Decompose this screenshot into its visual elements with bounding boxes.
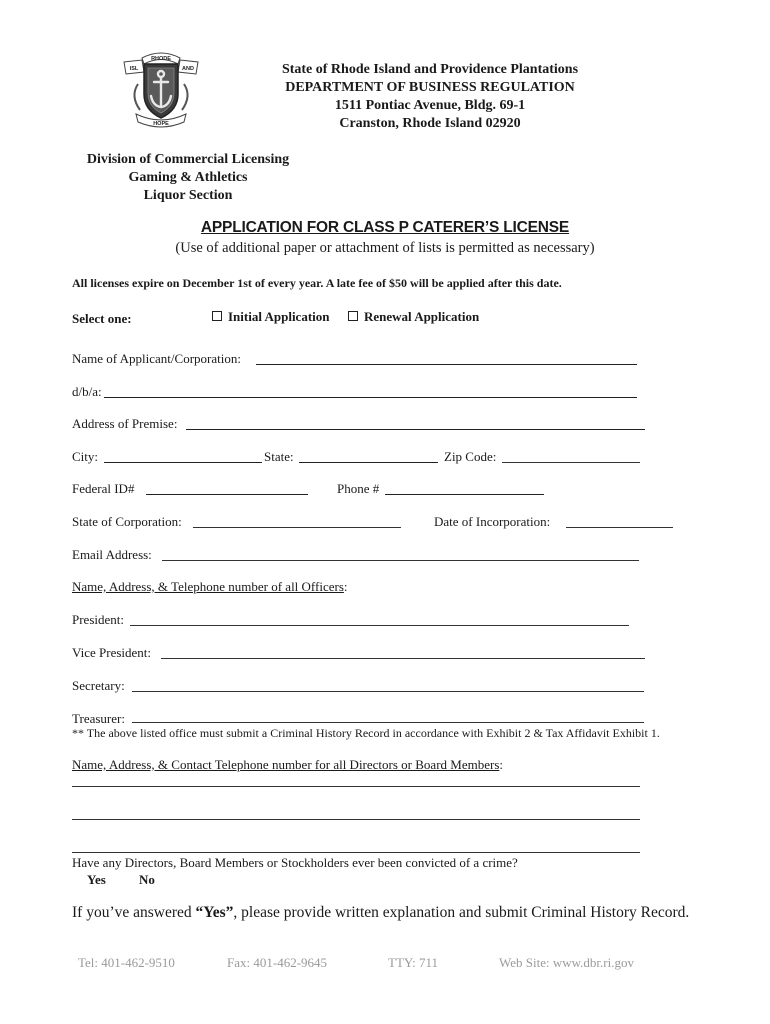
footer-tty: TTY: 711	[388, 955, 438, 970]
division-section: Gaming & Athletics	[128, 170, 248, 185]
expiry-notice: All licenses expire on December 1st of every year. A late fee of $50 will be applied after this date.	[72, 276, 562, 290]
directors-field-line-2[interactable]	[72, 819, 640, 820]
state-label: State:	[264, 449, 294, 464]
email-address-label: Email Address:	[72, 547, 152, 562]
footer-tel: Tel: 401-462-9510	[78, 955, 175, 970]
email-address-field[interactable]	[162, 560, 639, 561]
vice-president-field[interactable]	[161, 658, 645, 659]
premise-address-field[interactable]	[186, 429, 645, 430]
directors-heading-text: Name, Address, & Contact Telephone number for all Directors or Board Members	[72, 757, 500, 772]
directors-field-line-3[interactable]	[72, 852, 640, 853]
initial-application-option[interactable]	[212, 309, 330, 325]
answer-yes[interactable]: Yes	[87, 872, 106, 887]
dba-field[interactable]	[104, 397, 637, 398]
division-name: Division of Commercial Licensing	[86, 152, 290, 167]
president-field[interactable]	[130, 625, 629, 626]
vice-president-label: Vice President:	[72, 645, 152, 660]
renewal-application-checkbox[interactable]	[348, 311, 358, 321]
form-title: APPLICATION FOR CLASS P CATERER’S LICENSE	[200, 219, 570, 236]
directors-heading-colon: :	[499, 757, 503, 772]
select-one-label: Select one:	[72, 311, 132, 326]
explanation-prefix: If you’ve answered	[72, 904, 196, 921]
seal-right-text: AND	[182, 66, 194, 72]
phone-field[interactable]	[385, 494, 544, 495]
secretary-field[interactable]	[132, 691, 644, 692]
renewal-application-label: Renewal Application	[364, 309, 480, 324]
header-department: DEPARTMENT OF BUSINESS REGULATION	[285, 80, 575, 95]
initial-application-label: Initial Application	[228, 309, 330, 324]
renewal-application-option[interactable]	[348, 309, 479, 325]
explanation-yes: “Yes”	[195, 904, 234, 921]
directors-heading	[72, 757, 503, 773]
applicant-name-field[interactable]	[256, 364, 637, 365]
header-state-name: State of Rhode Island and Providence Plantations	[281, 62, 579, 77]
date-of-incorporation-field[interactable]	[566, 527, 673, 528]
federal-id-field[interactable]	[146, 494, 308, 495]
zip-code-field[interactable]	[502, 462, 640, 463]
officers-heading-text: Name, Address, & Telephone number of all Officers	[72, 579, 344, 594]
form-subtitle: (Use of additional paper or attachment of lists is permitted as necessary)	[175, 240, 595, 256]
conviction-question: Have any Directors, Board Members or Stockholders ever been convicted of a crime?	[72, 855, 518, 870]
officers-note: ** The above listed office must submit a Criminal History Record in accordance with Exhibit 2 & Tax Affidavit Exhibit 1.	[72, 726, 660, 740]
footer-website[interactable]: Web Site: www.dbr.ri.gov	[499, 955, 634, 970]
division-subsection: Liquor Section	[143, 188, 233, 203]
header-address-city: Cranston, Rhode Island 02920	[339, 116, 521, 131]
state-field[interactable]	[299, 462, 438, 463]
city-label: City:	[72, 449, 99, 464]
officers-heading	[72, 579, 348, 595]
federal-id-label: Federal ID#	[72, 481, 135, 496]
state-of-corporation-field[interactable]	[193, 527, 401, 528]
header-block	[230, 61, 630, 133]
state-seal-logo	[120, 44, 202, 130]
footer-fax: Fax: 401-462-9645	[227, 955, 328, 970]
secretary-label: Secretary:	[72, 678, 125, 693]
explanation-instruction	[72, 904, 689, 922]
dba-label: d/b/a:	[72, 384, 102, 399]
treasurer-field[interactable]	[132, 722, 644, 723]
seal-top-text: RHODE	[151, 56, 171, 62]
zip-code-label: Zip Code:	[444, 449, 497, 464]
premise-address-label: Address of Premise:	[72, 416, 178, 431]
city-field[interactable]	[104, 462, 262, 463]
answer-no[interactable]: No	[139, 872, 155, 887]
treasurer-label: Treasurer:	[72, 711, 125, 726]
explanation-suffix: , please provide written explanation and submit Criminal History Record.	[233, 904, 690, 921]
president-label: President:	[72, 612, 124, 627]
division-block	[72, 151, 304, 205]
initial-application-checkbox[interactable]	[212, 311, 222, 321]
officers-heading-colon: :	[343, 579, 348, 594]
seal-bottom-text: HOPE	[153, 121, 169, 127]
phone-label: Phone #	[337, 481, 380, 496]
header-address-street: 1511 Pontiac Avenue, Bldg. 69-1	[334, 98, 526, 113]
applicant-name-label: Name of Applicant/Corporation:	[72, 351, 241, 366]
directors-field-line-1[interactable]	[72, 786, 640, 787]
state-of-corporation-label: State of Corporation:	[72, 514, 182, 529]
date-of-incorporation-label: Date of Incorporation:	[434, 514, 551, 529]
seal-left-text: ISL	[129, 66, 139, 72]
